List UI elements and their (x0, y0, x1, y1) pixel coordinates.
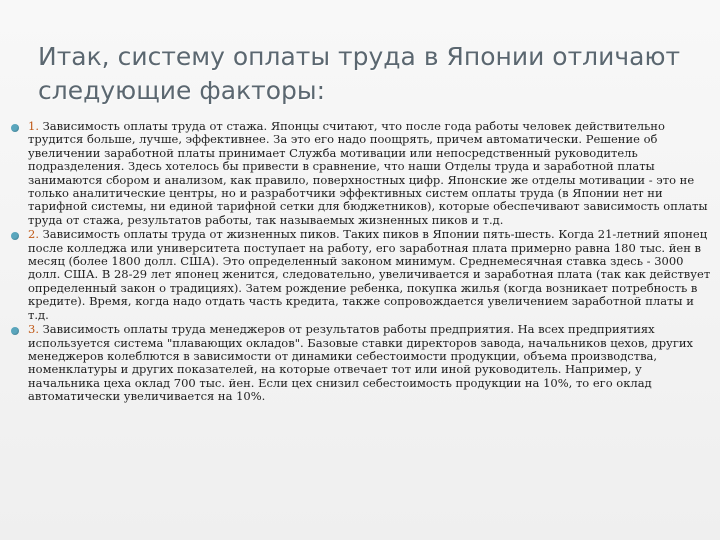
item-text: Зависимость оплаты труда от стажа. Японцы считают, что после года работы человек действительно трудится больше, лучше, эффективнее. За это его надо поощрять, причем автоматически. Решение об увеличении заработной платы принимает Служба мотивации или непосредственный руководитель подразделения. Здесь хотелось бы привести в сравнение, что наши Отделы труда и заработной платы занимаются сбором и анализом, как правило, поверхностных цифр. Японские же отделы мотивации - это не только аналитические центры, но и разработчики эффективных систем оплаты труда (в Японии нет ни тарифной системы, ни единой тарифной сетки для бюджетников), которые обеспечивают зависимость оплаты труда от стажа, результатов работы, так называемых жизненных пиков и т.д. (28, 119, 708, 227)
slide-content (8, 120, 716, 404)
bullet-dot-icon (11, 327, 19, 335)
list-item-1 (8, 120, 716, 227)
item-text: Зависимость оплаты труда от жизненных пиков. Таких пиков в Японии пять-шесть. Когда 21-летний японец после колледжа или университета поступает на работу, его заработная плата примерно равна 180 тыс. йен в месяц (более 1800 долл. США). Это определенный законом минимум. Среднемесячная ставка здесь - 3000 долл. США. В 28-29 лет японец женится, следовательно, увеличивается и заработная плата (так как действует определенный закон о традициях). Затем рождение ребенка, покупка жилья (когда возникает потребность в кредите). Время, когда надо отдать часть кредита, также сопровождается увеличением заработной платы и т.д. (28, 227, 711, 322)
slide-title: Итак, систему оплаты труда в Японии отличают следующие факторы: (38, 42, 681, 105)
list-item-2 (8, 228, 716, 322)
item-number: 3. (28, 322, 43, 337)
item-number: 1. (28, 119, 43, 133)
item-text: Зависимость оплаты труда менеджеров от результатов работы предприятия. На всех предприятиях используется система "плавающих окладов". Базовые ставки директоров завода, начальников цехов, других менеджеров колеблются в зависимости от динамики себестоимости продукции, объема производства, номенклатуры и других показателей, на которые отвечает тот или иной руководитель. Например, у начальника цеха оклад 700 тыс. йен. Если цех снизил себестоимость продукции на 10%, то его оклад автоматически увеличивается на 10%. (28, 322, 694, 404)
list-item-3 (8, 323, 716, 403)
bullet-dot-icon (11, 232, 19, 240)
bullet-dot-icon (11, 124, 19, 132)
item-number: 2. (28, 227, 43, 242)
